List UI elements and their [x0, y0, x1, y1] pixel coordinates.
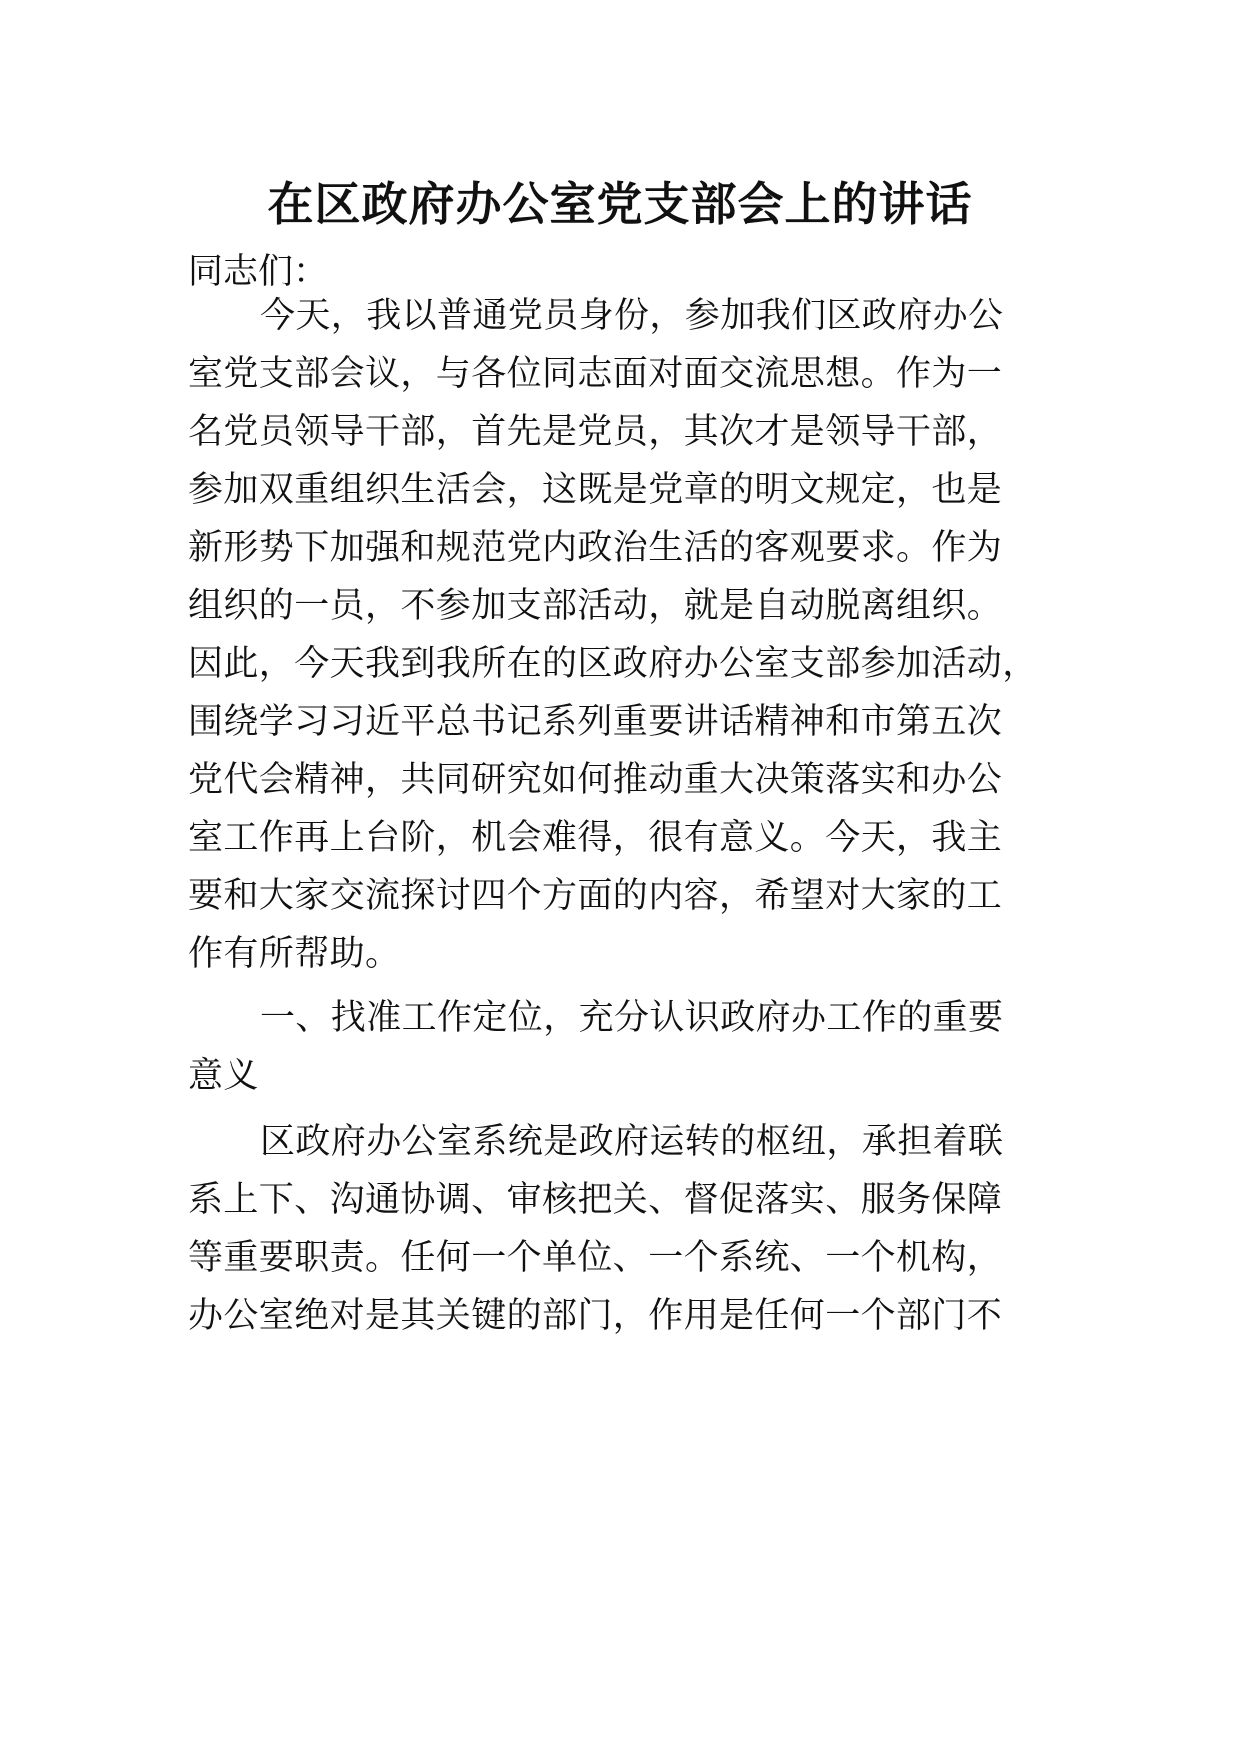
paragraph-line: 因此，今天我到我所在的区政府办公室支部参加活动，	[188, 644, 1038, 684]
heading-line: 一、找准工作定位，充分认识政府办工作的重要	[260, 998, 1004, 1038]
paragraph-line: 组织的一员，不参加支部活动，就是自动脱离组织。	[188, 586, 1003, 626]
paragraph-line: 室党支部会议，与各位同志面对面交流思想。作为一	[188, 354, 1003, 394]
paragraph-line: 今天，我以普通党员身份，参加我们区政府办公	[260, 296, 1004, 336]
paragraph-line: 要和大家交流探讨四个方面的内容，希望对大家的工	[188, 876, 1003, 916]
paragraph-line: 党代会精神，共同研究如何推动重大决策落实和办公	[188, 760, 1003, 800]
paragraph-line: 参加双重组织生活会，这既是党章的明文规定，也是	[188, 470, 1003, 510]
greeting: 同志们：	[188, 252, 329, 292]
paragraph-line: 等重要职责。任何一个单位、一个系统、一个机构，	[188, 1238, 1003, 1278]
paragraph-line: 作有所帮助。	[188, 934, 401, 974]
paragraph-line: 室工作再上台阶，机会难得，很有意义。今天，我主	[188, 818, 1003, 858]
paragraph-line: 围绕学习习近平总书记系列重要讲话精神和市第五次	[188, 702, 1003, 742]
paragraph-line: 办公室绝对是其关键的部门，作用是任何一个部门不	[188, 1296, 1003, 1336]
paragraph-line: 区政府办公室系统是政府运转的枢纽，承担着联	[260, 1122, 1004, 1162]
document-title: 在区政府办公室党支部会上的讲话	[267, 177, 973, 231]
paragraph-line: 新形势下加强和规范党内政治生活的客观要求。作为	[188, 528, 1003, 568]
heading-line: 意义	[188, 1056, 259, 1096]
paragraph-line: 系上下、沟通协调、审核把关、督促落实、服务保障	[188, 1180, 1003, 1220]
paragraph-line: 名党员领导干部，首先是党员，其次才是领导干部，	[188, 412, 1003, 452]
